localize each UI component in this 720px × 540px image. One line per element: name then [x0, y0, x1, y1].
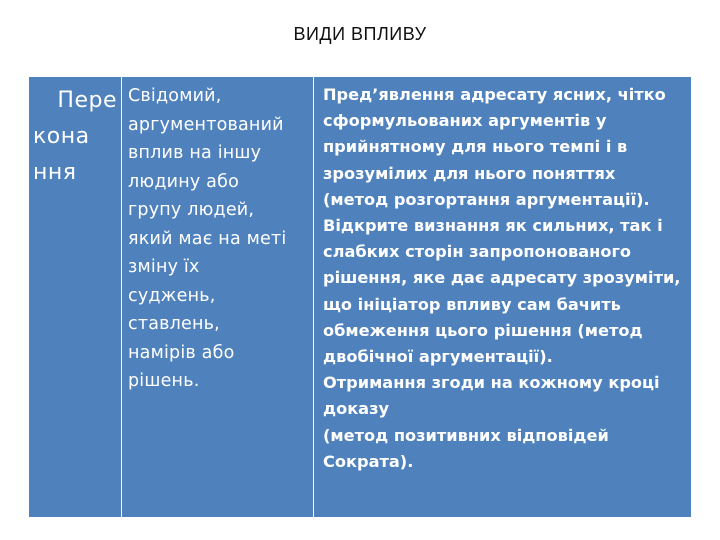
description-line: що ініціатор впливу сам бачить [323, 294, 621, 314]
description-line: Пред’явлення адресату ясних, чітко [323, 85, 666, 104]
definition-line: рішень. [128, 371, 200, 391]
description-cell [313, 77, 691, 517]
definition-line: аргументований [128, 114, 284, 135]
definition-line: намірів або [128, 342, 235, 363]
term-line: ння [33, 160, 77, 185]
definition-line: зміну їх [128, 257, 200, 277]
term-cell [29, 77, 121, 517]
description-line: Отримання згоди на кожному кроці [323, 373, 660, 393]
term-line: Пере [57, 88, 117, 113]
description-line: (метод розгортання аргументації). [323, 189, 650, 209]
description-line: сформульованих аргументів у [323, 111, 607, 131]
definition-line: суджень, [128, 285, 216, 306]
definition-line: Свідомий, [128, 86, 222, 106]
description-line: зрозумілих для нього поняттях [323, 163, 616, 183]
influence-table [29, 77, 691, 517]
definition-cell [121, 77, 313, 517]
description-line: слабких сторін запропонованого [323, 242, 632, 262]
description-line: Сократа). [323, 451, 414, 471]
description-line: двобічної аргументації). [323, 347, 553, 367]
description-line: обмеження цього рішення (метод [323, 320, 643, 340]
description-line: Відкрите визнання як сильних, так і [323, 216, 663, 236]
description-line: прийнятному для нього темпі і в [323, 137, 628, 157]
definition-line: вплив на іншу [128, 143, 262, 163]
description-line: (метод позитивних відповідей [323, 425, 609, 445]
description-line: доказу [323, 399, 390, 419]
description-line: рішення, яке дає адресату зрозуміти, [323, 268, 681, 288]
term-line: кона [33, 124, 90, 149]
definition-line: який має на меті [128, 228, 287, 249]
definition-line: ставлень, [128, 314, 220, 334]
slide-title: ВИДИ ВПЛИВУ [293, 24, 427, 44]
definition-line: людину або [128, 171, 239, 192]
definition-line: групу людей, [128, 200, 255, 220]
